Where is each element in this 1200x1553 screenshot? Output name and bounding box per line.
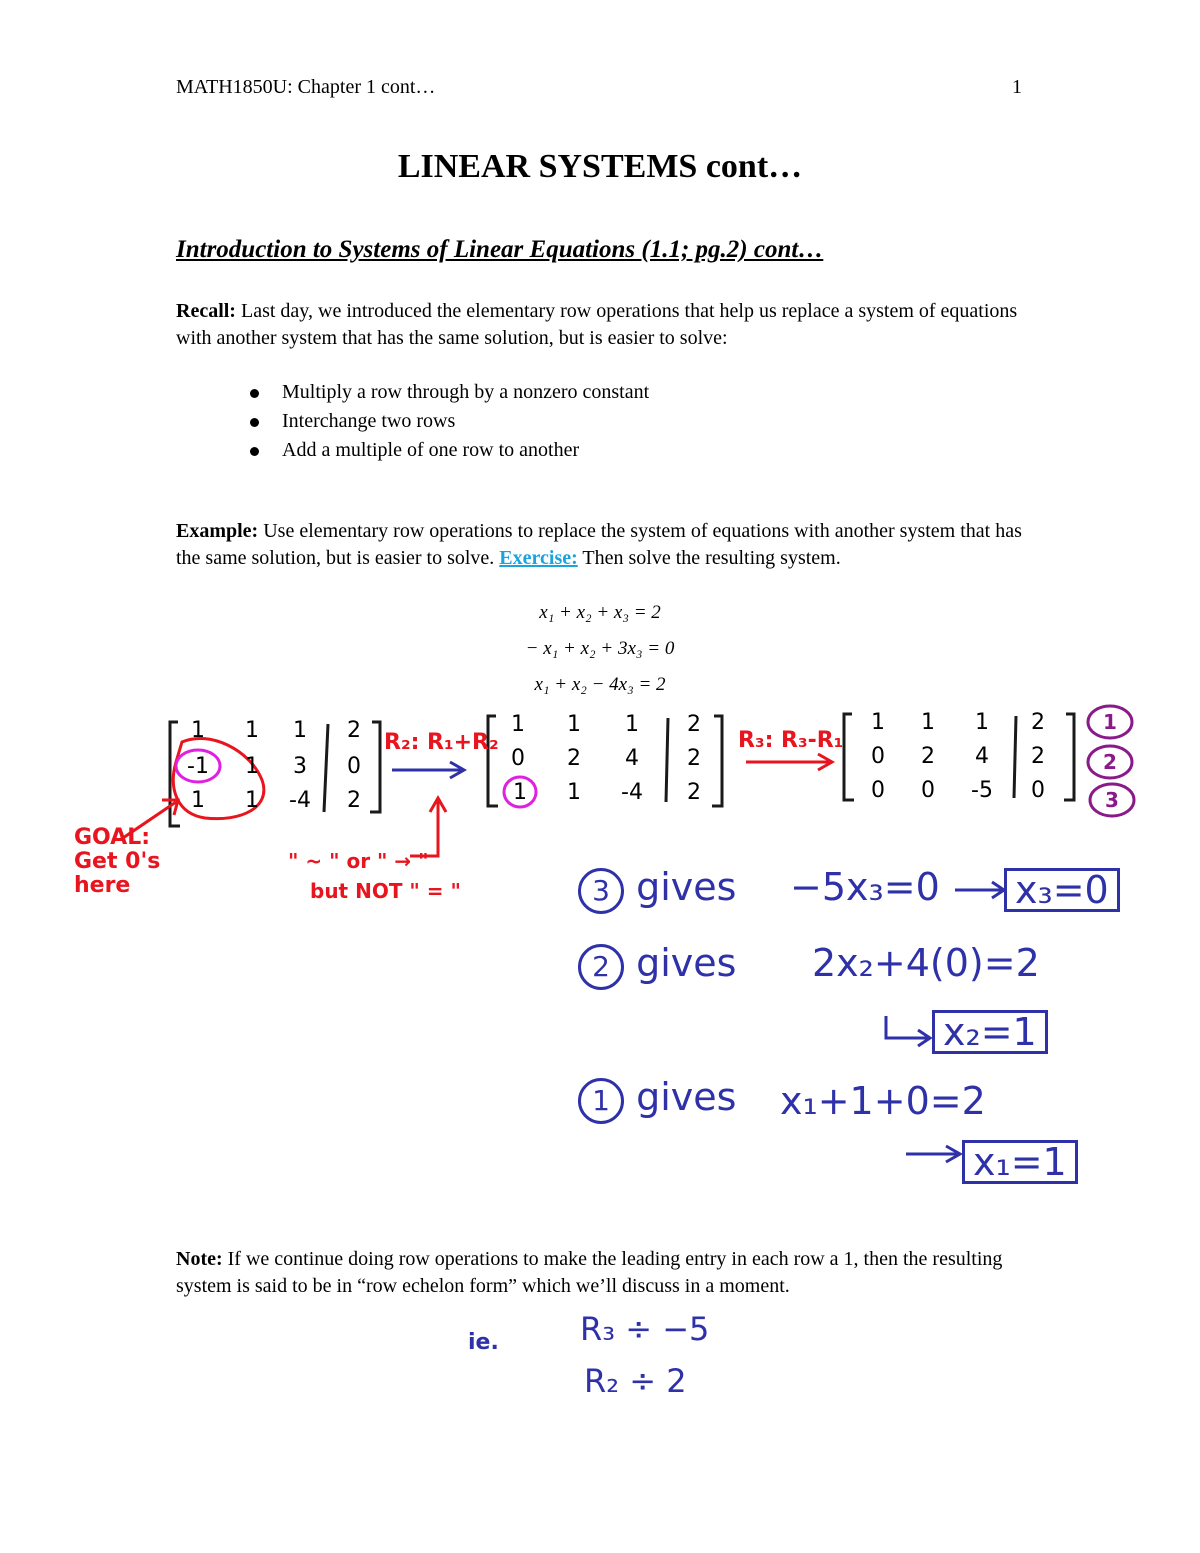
matrix-cell: 2 bbox=[1031, 710, 1045, 735]
op2-arrow bbox=[746, 754, 832, 770]
matrix-cell: -4 bbox=[621, 780, 643, 805]
matrix-cell: 1 bbox=[921, 710, 935, 735]
section-subtitle: Introduction to Systems of Linear Equations (1.1; pg.2) cont… bbox=[176, 236, 824, 263]
header-course: MATH1850U: Chapter 1 cont… bbox=[176, 76, 436, 98]
note-label: Note: bbox=[176, 1248, 223, 1270]
recall-label: Recall: bbox=[176, 300, 236, 322]
matrix-cell: 4 bbox=[625, 746, 639, 771]
sol2-result: x₂=1 bbox=[932, 1010, 1048, 1054]
row-op-1: R₂: R₁+R₂ bbox=[384, 730, 499, 755]
matrix-cell: 4 bbox=[975, 744, 989, 769]
list-item: Multiply a row through by a nonzero constant bbox=[248, 378, 649, 407]
example-label: Example: bbox=[176, 520, 259, 542]
page-title: LINEAR SYSTEMS cont… bbox=[397, 148, 803, 185]
matrix-cell: 2 bbox=[1031, 744, 1045, 769]
goal-note bbox=[74, 826, 160, 898]
row-label-1: 1 bbox=[1103, 710, 1117, 734]
goal-line: Get 0's bbox=[74, 849, 161, 874]
sol3-text: gives bbox=[636, 865, 737, 909]
matrix-cell: 1 bbox=[245, 718, 259, 743]
matrix-cell: 1 bbox=[513, 780, 527, 805]
matrix-cell: -1 bbox=[187, 754, 209, 779]
matrix-cell: 2 bbox=[567, 746, 581, 771]
matrix-cell: 0 bbox=[347, 754, 361, 779]
matrix-cell: 2 bbox=[921, 744, 935, 769]
matrix-cell: -5 bbox=[971, 778, 993, 803]
goal-line: here bbox=[74, 873, 131, 898]
sol2-text: gives bbox=[636, 941, 737, 985]
sol1-text: gives bbox=[636, 1075, 737, 1119]
sol1-eq: x₁+1+0=2 bbox=[780, 1079, 986, 1123]
matrix-cell: 0 bbox=[871, 744, 885, 769]
matrix-cell: 2 bbox=[347, 718, 361, 743]
matrix-cell: 1 bbox=[567, 780, 581, 805]
row-label-3: 3 bbox=[1105, 788, 1119, 812]
sol2-arrow bbox=[886, 1016, 930, 1046]
matrix-cell: 2 bbox=[347, 788, 361, 813]
equivalence-line: but NOT " = " bbox=[310, 879, 461, 903]
example-text: Use elementary row operations to replace the system of equations with another system that has the same solution, but is easier to solve. bbox=[176, 520, 1022, 569]
matrix-cell: 0 bbox=[921, 778, 935, 803]
sol3-result: x₃=0 bbox=[1004, 868, 1120, 912]
matrix-cell: 2 bbox=[687, 746, 701, 771]
sol2-eq: 2x₂+4(0)=2 bbox=[812, 941, 1040, 985]
matrix-cell: 1 bbox=[975, 710, 989, 735]
exercise-text: Then solve the resulting system. bbox=[577, 547, 841, 569]
page-number: 1 bbox=[1012, 76, 1022, 98]
matrix-cell: 3 bbox=[293, 754, 307, 779]
list-item: Interchange two rows bbox=[248, 407, 649, 436]
sol3-num: 3 bbox=[578, 868, 624, 914]
equivalence-line: " ~ " or " → " bbox=[288, 849, 429, 873]
matrix-1 bbox=[176, 718, 376, 818]
sol1-arrow bbox=[906, 1146, 960, 1162]
step-1: R₃ ÷ −5 bbox=[580, 1310, 710, 1348]
note-text: If we continue doing row operations to make the leading entry in each row a 1, then the resulting system is said to be in “row echelon form” which we’ll discuss in a moment. bbox=[176, 1248, 1003, 1297]
goal-line: GOAL: bbox=[74, 825, 151, 850]
list-item: Add a multiple of one row to another bbox=[248, 436, 649, 465]
matrix-cell: 1 bbox=[191, 718, 205, 743]
recall-text: Last day, we introduced the elementary row operations that help us replace a system of equations with another system that has the same solution, but is easier to solve: bbox=[176, 300, 1018, 349]
sol3-eq: −5x₃=0 bbox=[790, 865, 940, 909]
matrix-2 bbox=[494, 712, 724, 812]
sol2-num: 2 bbox=[578, 944, 624, 990]
note-paragraph bbox=[176, 1246, 1036, 1300]
matrix-cell: 1 bbox=[625, 712, 639, 737]
equation-2: − x₁ + x₂ + 3x₃ = 0 bbox=[525, 638, 675, 659]
matrix-cell: 0 bbox=[871, 778, 885, 803]
matrix-cell: 0 bbox=[511, 746, 525, 771]
matrix-cell: 1 bbox=[293, 718, 307, 743]
solution-row-1 bbox=[578, 1075, 737, 1124]
sol1-num: 1 bbox=[578, 1078, 624, 1124]
equation-1: x₁ + x₂ + x₃ = 2 bbox=[539, 602, 661, 623]
matrix-cell: 1 bbox=[511, 712, 525, 737]
matrix-cell: 1 bbox=[245, 754, 259, 779]
equation-3: x₁ + x₂ − 4x₃ = 2 bbox=[534, 674, 666, 695]
matrix-cell: 1 bbox=[871, 710, 885, 735]
matrix-3 bbox=[852, 710, 1082, 810]
ie-label: ie. bbox=[468, 1330, 499, 1355]
equivalence-note bbox=[288, 846, 461, 906]
matrix-cell: 2 bbox=[687, 712, 701, 737]
matrix-cell: 1 bbox=[567, 712, 581, 737]
solution-row-3 bbox=[578, 865, 737, 914]
matrix-cell: 0 bbox=[1031, 778, 1045, 803]
row-label-2: 2 bbox=[1103, 750, 1117, 774]
op1-arrow bbox=[392, 762, 464, 778]
matrix-cell: 1 bbox=[191, 788, 205, 813]
step-2: R₂ ÷ 2 bbox=[584, 1362, 687, 1400]
row-op-2: R₃: R₃-R₁ bbox=[738, 728, 844, 753]
matrix-cell: -4 bbox=[289, 788, 311, 813]
sol1-result: x₁=1 bbox=[962, 1140, 1078, 1184]
matrix-cell: 1 bbox=[245, 788, 259, 813]
sol3-arrow bbox=[955, 882, 1004, 898]
solution-row-2 bbox=[578, 941, 737, 990]
matrix-cell: 2 bbox=[687, 780, 701, 805]
exercise-link[interactable]: Exercise: bbox=[499, 547, 578, 569]
